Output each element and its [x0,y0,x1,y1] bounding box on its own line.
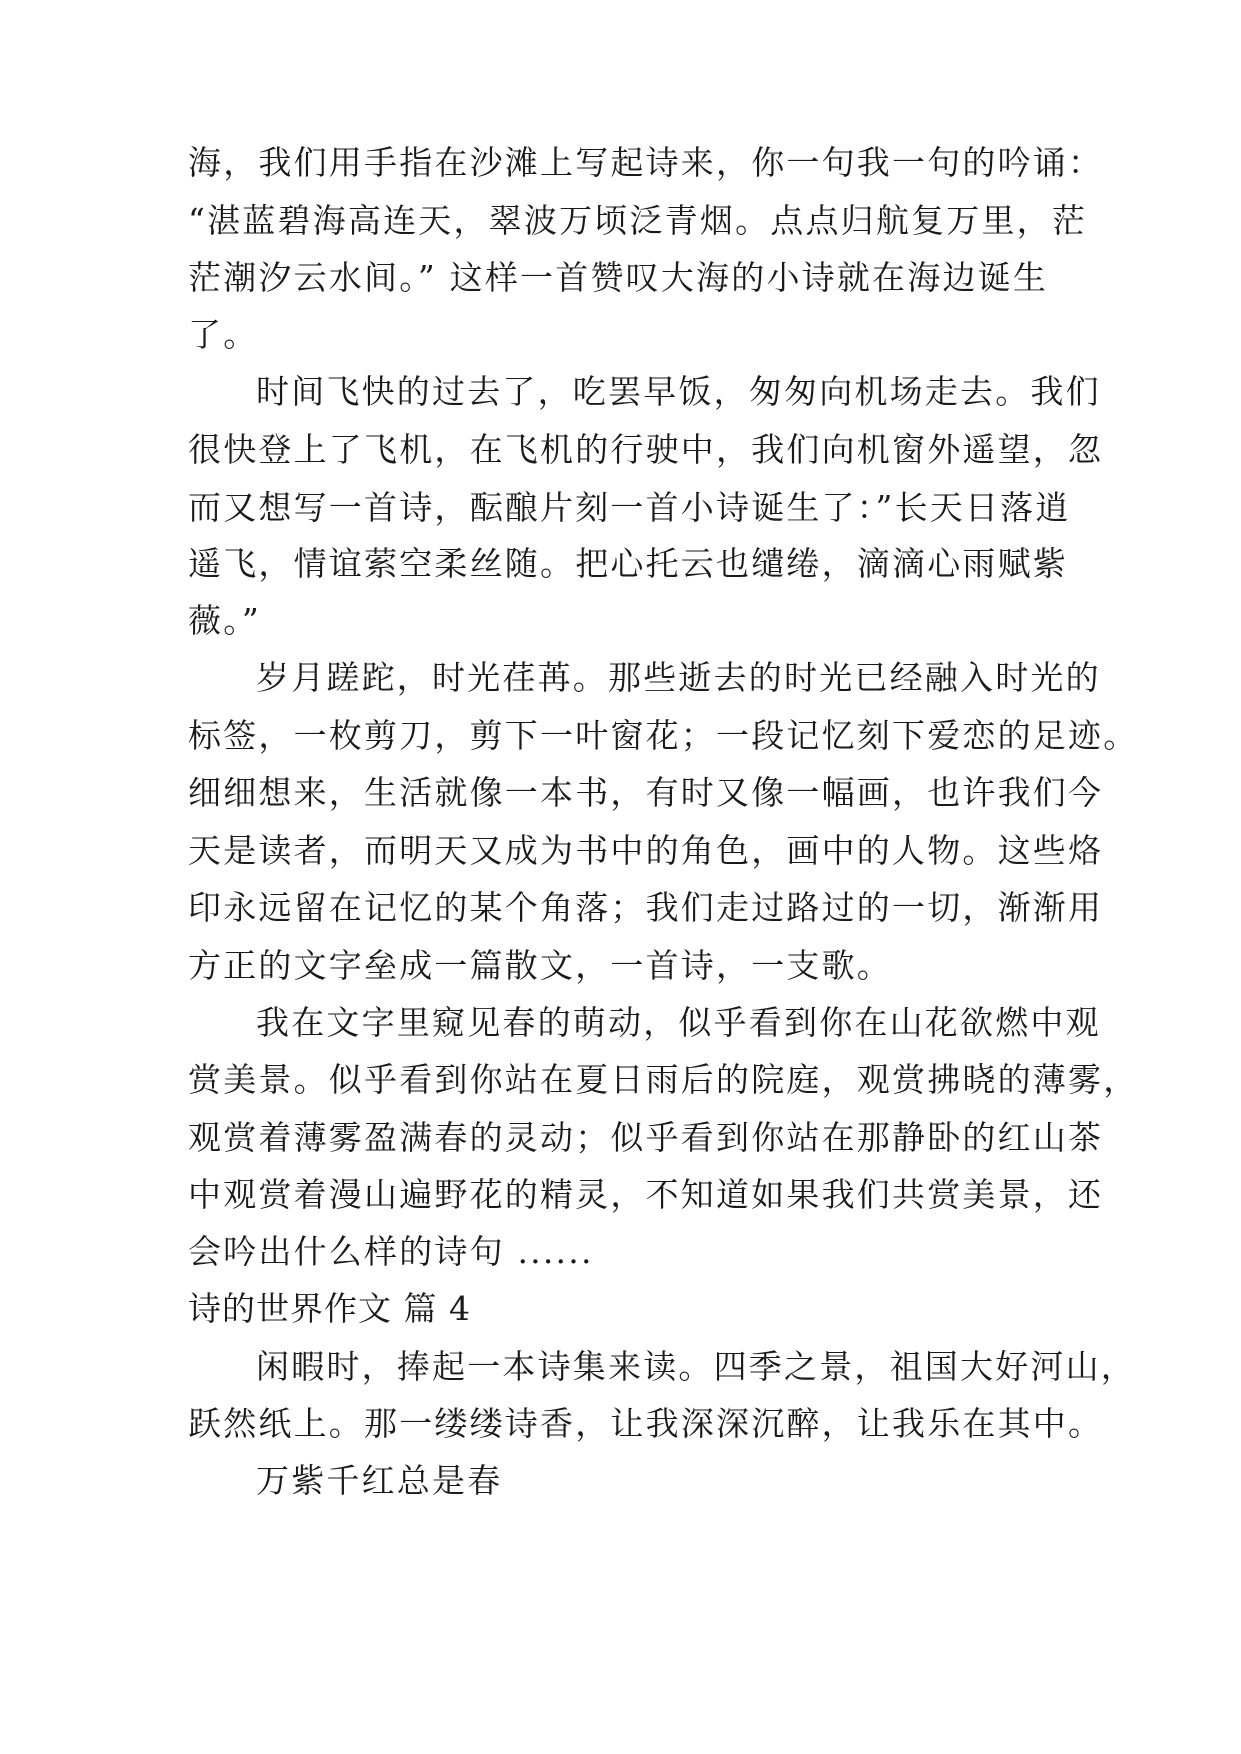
text-line: 会吟出什么样的诗句 ...... [188,1232,594,1271]
paragraph-start-line: 我在文字里窥见春的萌动，似乎看到你在山花欲燃中观 [256,1003,1101,1042]
text-line: 而又想写一首诗，酝酿片刻一首小诗诞生了：”长天日落逍 [188,488,1071,527]
text-line: 中观赏着漫山遍野花的精灵，不知道如果我们共赏美景，还 [188,1175,1104,1214]
text-line: 天是读者，而明天又成为书中的角色，画中的人物。这些烙 [188,831,1104,870]
text-line: 很快登上了飞机，在飞机的行驶中，我们向机窗外遥望，忽 [188,430,1104,469]
text-line: 细细想来，生活就像一本书，有时又像一幅画，也许我们今 [188,773,1104,812]
text-line: 薇。” [188,601,261,640]
text-line: 方正的文字垒成一篇散文，一首诗，一支歌。 [188,946,892,985]
paragraph-start-line: 万紫千红总是春 [256,1461,503,1500]
text-line: 遥飞，情谊萦空柔丝随。把心托云也缱绻，滴滴心雨赋紫 [188,544,1068,583]
paragraph-start-line: 时间飞快的过去了，吃罢早饭，匆匆向机场走去。我们 [256,372,1101,411]
text-line: 标签，一枚剪刀，剪下一叶窗花；一段记忆刻下爱恋的足迹。 [188,716,1139,755]
text-line: 赏美景。似乎看到你站在夏日雨后的院庭，观赏拂晓的薄雾， [188,1060,1139,1099]
section-heading: 诗的世界作文 篇 4 [188,1289,471,1328]
text-line: 印永远留在记忆的某个角落；我们走过路过的一切，渐渐用 [188,888,1104,927]
text-line: 跃然纸上。那一缕缕诗香，让我深深沉醉，让我乐在其中。 [188,1404,1104,1443]
text-line: “湛蓝碧海高连天，翠波万顷泛青烟。点点归航复万里，茫 [188,201,1088,240]
paragraph-start-line: 岁月蹉跎，时光荏苒。那些逝去的时光已经融入时光的 [256,658,1101,697]
text-line: 海，我们用手指在沙滩上写起诗来，你一句我一句的吟诵： [188,143,1104,182]
text-line: 了。 [188,315,259,354]
paragraph-start-line: 闲暇时，捧起一本诗集来读。四季之景，祖国大好河山， [256,1347,1136,1386]
text-line: 茫潮汐云水间。” 这样一首赞叹大海的小诗就在海边诞生 [188,258,1049,297]
text-line: 观赏着薄雾盈满春的灵动；似乎看到你站在那静卧的红山茶 [188,1118,1104,1157]
